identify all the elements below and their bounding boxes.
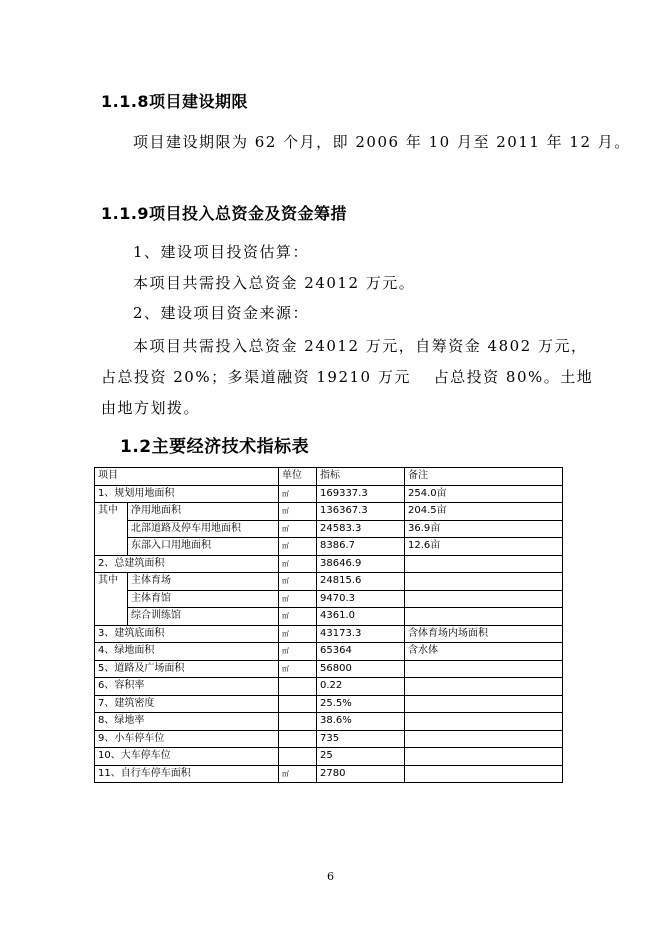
row-value: 9470.3 [317,590,405,608]
row-note: 204.5亩 [405,503,563,521]
investment-estimate-text: 本项目共需投入总资金 24012 万元。 [133,274,416,292]
row-unit: ㎡ [279,503,317,521]
row-item: 2、总建筑面积 [95,555,279,573]
header-value: 指标 [317,468,405,486]
row-value: 0.22 [317,678,405,696]
construction-period-text: 项目建设期限为 62 个月，即 2006 年 10 月至 2011 年 12 月。 [133,133,631,151]
row-unit: ㎡ [279,538,317,556]
row-item: 5、道路及广场面积 [95,660,279,678]
row-group-label: 其中 [95,573,128,626]
row-item: 4、绿地面积 [95,643,279,661]
row-value: 65364 [317,643,405,661]
row-note [405,590,563,608]
table-row [95,485,563,503]
row-value: 136367.3 [317,503,405,521]
table-row [95,748,563,766]
funding-source-line-3: 由地方划拨。 [101,399,201,417]
row-note [405,765,563,783]
row-item: 10、大车停车位 [95,748,279,766]
row-value: 38646.9 [317,555,405,573]
row-unit: ㎡ [279,573,317,591]
row-item: 6、容积率 [95,678,279,696]
table-row [95,573,563,591]
row-item: 主体育馆 [128,590,279,608]
row-value: 24815.6 [317,573,405,591]
row-value: 43173.3 [317,625,405,643]
table-row [95,695,563,713]
table-row [95,503,563,521]
page-number: 6 [327,870,334,883]
row-value: 38.6% [317,713,405,731]
table-row [95,660,563,678]
row-item: 9、小车停车位 [95,730,279,748]
table-row [95,538,563,556]
row-value: 25.5% [317,695,405,713]
row-value: 2780 [317,765,405,783]
section-heading-1-1-9: 1.1.9项目投入总资金及资金筹措 [101,204,348,223]
row-unit: ㎡ [279,625,317,643]
row-note [405,748,563,766]
row-unit: ㎡ [279,660,317,678]
header-item: 项目 [95,468,279,486]
row-item: 北部道路及停车用地面积 [128,520,279,538]
table-row [95,555,563,573]
row-value: 24583.3 [317,520,405,538]
row-unit [279,678,317,696]
row-note [405,608,563,626]
row-item: 1、规划用地面积 [95,485,279,503]
row-note: 36.9亩 [405,520,563,538]
row-note [405,730,563,748]
row-value: 25 [317,748,405,766]
row-group-label: 其中 [95,503,128,556]
row-item: 东部入口用地面积 [128,538,279,556]
table-row [95,520,563,538]
row-note: 12.6亩 [405,538,563,556]
row-unit: ㎡ [279,765,317,783]
row-unit: ㎡ [279,485,317,503]
row-unit: ㎡ [279,555,317,573]
table-row [95,643,563,661]
table-row [95,730,563,748]
row-note: 254.0亩 [405,485,563,503]
row-unit [279,730,317,748]
investment-estimate-label: 1、建设项目投资估算： [133,243,310,261]
row-note [405,555,563,573]
row-item: 主体育场 [128,573,279,591]
header-unit: 单位 [279,468,317,486]
row-item: 8、绿地率 [95,713,279,731]
row-note [405,695,563,713]
table-row [95,625,563,643]
row-unit: ㎡ [279,608,317,626]
row-item: 综合训练馆 [128,608,279,626]
economic-indicators-table [94,467,563,783]
row-value: 8386.7 [317,538,405,556]
funding-source-line-1: 本项目共需投入总资金 24012 万元，自筹资金 4802 万元， [133,337,588,355]
table-row [95,608,563,626]
row-value: 169337.3 [317,485,405,503]
table-row [95,765,563,783]
row-item: 7、建筑密度 [95,695,279,713]
row-note: 含体育场内场面积 [405,625,563,643]
row-note [405,573,563,591]
row-note [405,713,563,731]
section-heading-1-2: 1.2主要经济技术指标表 [120,437,310,457]
row-item: 3、建筑底面积 [95,625,279,643]
row-unit: ㎡ [279,643,317,661]
row-unit: ㎡ [279,520,317,538]
row-unit [279,713,317,731]
row-value: 735 [317,730,405,748]
row-unit: ㎡ [279,590,317,608]
row-note [405,678,563,696]
header-note: 备注 [405,468,563,486]
row-value: 56800 [317,660,405,678]
table-row [95,590,563,608]
row-item: 11、自行车停车面积 [95,765,279,783]
funding-source-line-2: 占总投资 20%；多渠道融资 19210 万元 占总投资 80%。土地 [101,368,594,386]
row-item: 净用地面积 [128,503,279,521]
row-note: 含水体 [405,643,563,661]
table-row [95,713,563,731]
row-unit [279,748,317,766]
funding-source-label: 2、建设项目资金来源： [133,304,310,322]
table-row [95,678,563,696]
row-note [405,660,563,678]
section-heading-1-1-8: 1.1.8项目建设期限 [101,92,249,111]
row-value: 4361.0 [317,608,405,626]
row-unit [279,695,317,713]
table-header-row [95,468,563,486]
